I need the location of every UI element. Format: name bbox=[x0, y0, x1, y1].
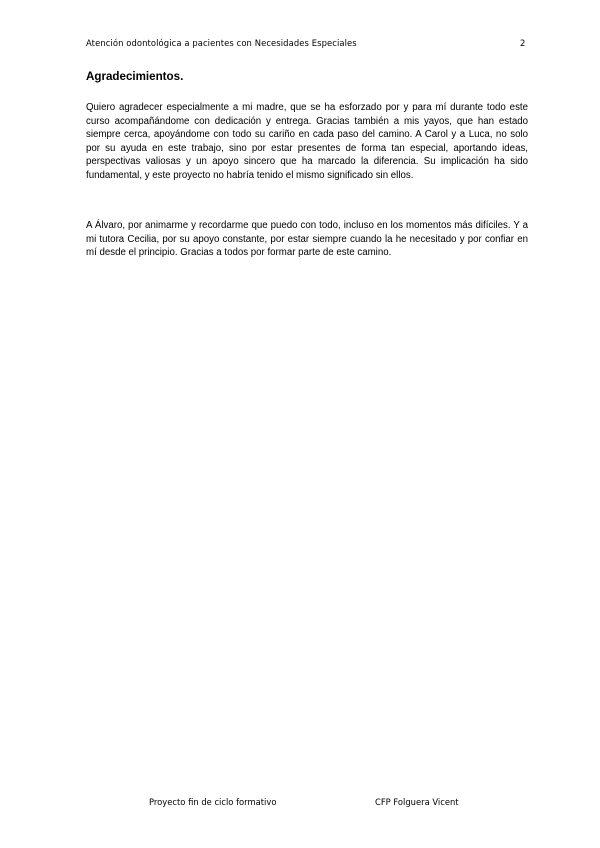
page-number: 2 bbox=[520, 38, 526, 48]
body-paragraph-1: Quiero agradecer especialmente a mi madre, que se ha esforzado por y para mí durante todo este curso acompañándome con dedicación y entrega. Gracias también a mis yayos, que han estado siempre cerca, apoyándome con todo su cariño en cada paso del camino. A Carol y a Luca, no solo por su ayuda en este trabajo, sino por estar presentes de forma tan especial, aportando ideas, perspectivas valiosas y un apoyo sincero que ha marcado la diferencia. Su implicación ha sido fundamental, y este proyecto no habría tenido el mismo significado sin ellos. bbox=[86, 102, 528, 181]
footer-project-label: Proyecto fin de ciclo formativo bbox=[149, 797, 277, 807]
running-header-title: Atención odontológica a pacientes con Necesidades Especiales bbox=[86, 38, 357, 48]
body-paragraph-2: A Álvaro, por animarme y recordarme que puedo con todo, incluso en los momentos más difíciles. Y a mi tutora Cecilia, por su apoyo constante, por estar siempre cuando la he necesitado y por confiar en mí desde el principio. Gracias a todos por formar parte de este camino. bbox=[86, 220, 528, 259]
section-heading: Agradecimientos. bbox=[86, 70, 184, 83]
footer-institution-label: CFP Folguera Vicent bbox=[375, 797, 459, 807]
